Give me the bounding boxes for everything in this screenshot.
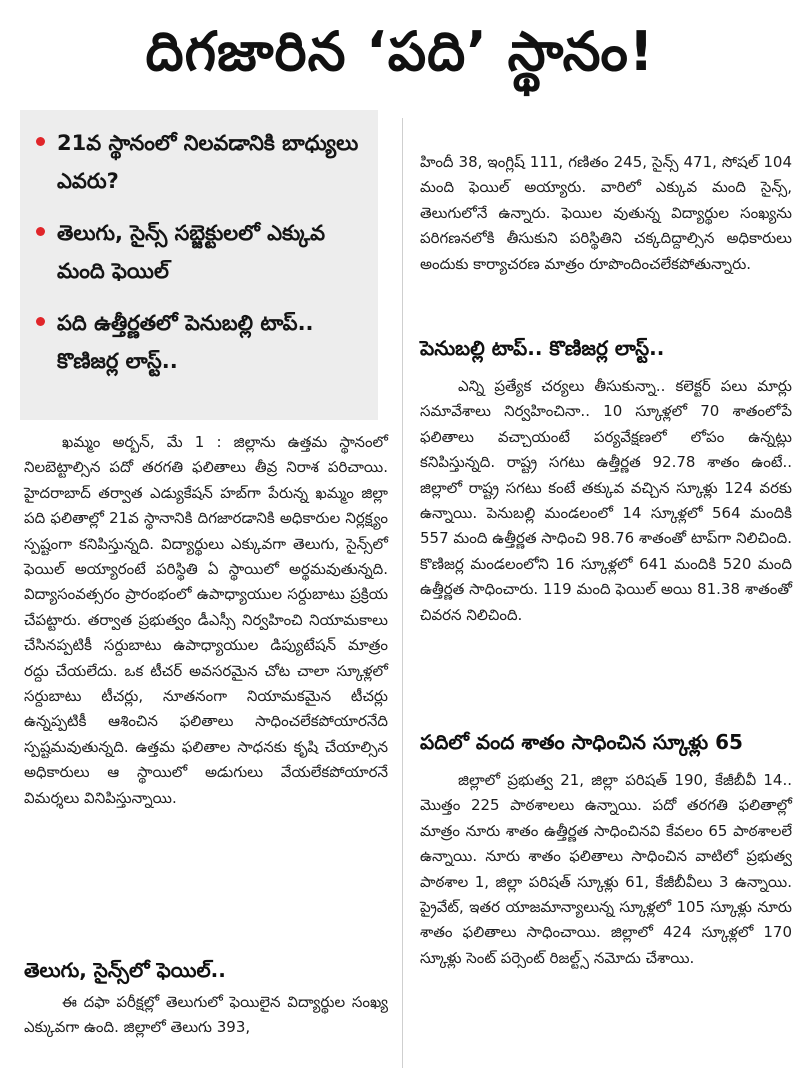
subheading-penuballi-top: పెనుబల్లి టాప్.. కొణిజర్ల లాస్ట్.. (420, 336, 665, 360)
highlight-text: పది ఉత్తీర్ణతలో పెనుబల్లి టాప్.. కొణిజర్ల లాస్ట్.. (57, 311, 314, 373)
bullet-icon (36, 137, 45, 146)
article-paragraph: హిందీ 38, ఇంగ్లిష్ 111, గణితం 245, సైన్స్ 471, సోషల్ 104 మంది ఫెయిల్ అయ్యారు. వారిలో ఎక్కువ మంది సైన్స్, తెలుగులోనే ఉన్నారు. ఫెయిల వుతున్న విద్యార్థుల సంఖ్యను పరిగణనలోకి తీసుకుని పరిస్థితిని చక్కదిద్దాల్సిన అధికారులు అందుకు కార్యాచరణ మాత్రం రూపొందించలేకపోతున్నారు. (420, 153, 792, 273)
highlight-item (32, 214, 366, 290)
article-paragraph: జిల్లాలో ప్రభుత్వ 21, జిల్లా పరిషత్ 190, కేజీబీవీ 14.. మొత్తం 225 పాఠశాలలు ఉన్నాయి. పదో తరగతి ఫలితాల్లో మాత్రం నూరు శాతం ఉత్తీర్ణత సాధించినవి కేవలం 65 పాఠశాలలే ఉన్నాయి. నూరు శాతం ఫలితాలు సాధించిన వాటిలో ప్రభుత్వ పాఠశాల 1, జిల్లా పరిషత్ స్కూళ్లు 61, కేజీబీవీలు 3 ఉన్నాయి. ప్రైవేట్, ఇతర యాజమాన్యాలున్న స్కూళ్లలో 105 స్కూళ్లు నూరు శాతం ఫలితాలు సాధించాయి. జిల్లాలో 424 స్కూళ్లలో 170 స్కూళ్లు సెంట్ పర్సెంట్ రిజల్ట్స్ నమోదు చేశాయి. (420, 771, 792, 967)
highlight-item (32, 124, 366, 200)
left-column-body (24, 430, 388, 811)
bullet-icon (36, 317, 45, 326)
right-column-body-1 (420, 374, 792, 628)
column-divider (402, 118, 403, 1068)
highlight-text: 21వ స్థానంలో నిలవడానికి బాధ్యులు ఎవరు? (57, 131, 359, 193)
highlight-text: తెలుగు, సైన్స్ సబ్జెక్టులలో ఎక్కువ మంది ఫెయిల్ (57, 221, 326, 283)
right-column-continuation (420, 150, 792, 277)
article-paragraph: ఈ దఫా పరీక్షల్లో తెలుగులో ఫెయిలైన విద్యార్థుల సంఖ్య ఎక్కువగా ఉంది. జిల్లాలో తెలుగు 393, (24, 993, 388, 1037)
left-column-sub-body (24, 990, 388, 1041)
article-paragraph: ఖమ్మం అర్బన్, మే 1 : జిల్లాను ఉత్తమ స్థానంలో నిలబెట్టాల్సిన పదో తరగతి ఫలితాలు తీవ్ర నిరాశ పరిచాయి. హైదరాబాద్ తర్వాత ఎడ్యుకేషన్ హబ్‌గా పేరున్న ఖమ్మం జిల్లా పది ఫలితాల్లో 21వ స్థానానికి దిగజారడానికి అధికారుల నిర్లక్ష్యం స్పష్టంగా కనిపిస్తున్నది. విద్యార్థులు ఎక్కువగా తెలుగు, సైన్స్‌లో ఫెయిల్ అయ్యారంటే పరిస్థితి ఏ స్థాయిలో అర్థమవుతున్నది. విద్యాసంవత్సరం ప్రారంభంలో ఉపాధ్యాయుల సర్దుబాటు ప్రక్రియ చేపట్టారు. తర్వాత ప్రభుత్వం డీఎస్సీ నిర్వహించి నియామకాలు చేసినప్పటికీ సర్దుబాటు ఉపాధ్యాయుల డిప్యుటేషన్ మాత్రం రద్దు చేయలేదు. ఒక టీచర్ అవసరమైన చోట చాలా స్కూళ్లలో సర్దుబాటు టీచర్లు, నూతనంగా నియామకమైన టీచర్లు ఉన్నప్పటికీ ఆశించిన ఫలితాలు సాధించలేకపోయారనేది స్పష్టమవుతున్నది. ఉత్తమ ఫలితాల సాధనకు కృషి చేయాల్సిన అధికారులు ఆ స్థాయిలో అడుగులు వేయలేకపోయారనే విమర్శలు వినిపిస్తున్నాయి. (24, 433, 388, 807)
subheading-telugu-science-fail: తెలుగు, సైన్స్‌లో ఫెయిల్.. (24, 958, 226, 982)
subheading-hundred-percent-schools: పదిలో వంద శాతం సాధించిన స్కూళ్లు 65 (420, 730, 743, 754)
highlight-item (32, 304, 366, 380)
headline: దిగజారిన ‘పది’ స్థానం! (145, 20, 655, 83)
highlights-box (20, 110, 378, 420)
article-paragraph: ఎన్ని ప్రత్యేక చర్యలు తీసుకున్నా.. కలెక్టర్ పలు మార్లు సమావేశాలు నిర్వహించినా.. 10 స్కూళ్లలో 70 శాతంలోపే ఫలితాలు వచ్చాయంటే పర్యవేక్షణలో లోపం ఉన్నట్లు కనిపిస్తున్నది. రాష్ట్ర సగటు ఉత్తీర్ణత 92.78 శాతం ఉంటే.. జిల్లాలో రాష్ట్ర సగటు కంటే తక్కువ వచ్చిన స్కూళ్లు 124 వరకు ఉన్నాయి. పెనుబల్లి మండలంలో 14 స్కూళ్లలో 564 మందికి 557 మంది ఉత్తీర్ణత సాధించి 98.76 శాతంతో టాప్‌గా నిలిచింది. కొణిజర్ల మండలంలోని 16 స్కూళ్లలో 641 మందికి 520 మంది ఉత్తీర్ణత సాధించారు. 119 మంది ఫెయిల్ అయి 81.38 శాతంతో చివరన నిలిచింది. (420, 377, 792, 624)
right-column-body-2 (420, 768, 792, 971)
bullet-icon (36, 227, 45, 236)
